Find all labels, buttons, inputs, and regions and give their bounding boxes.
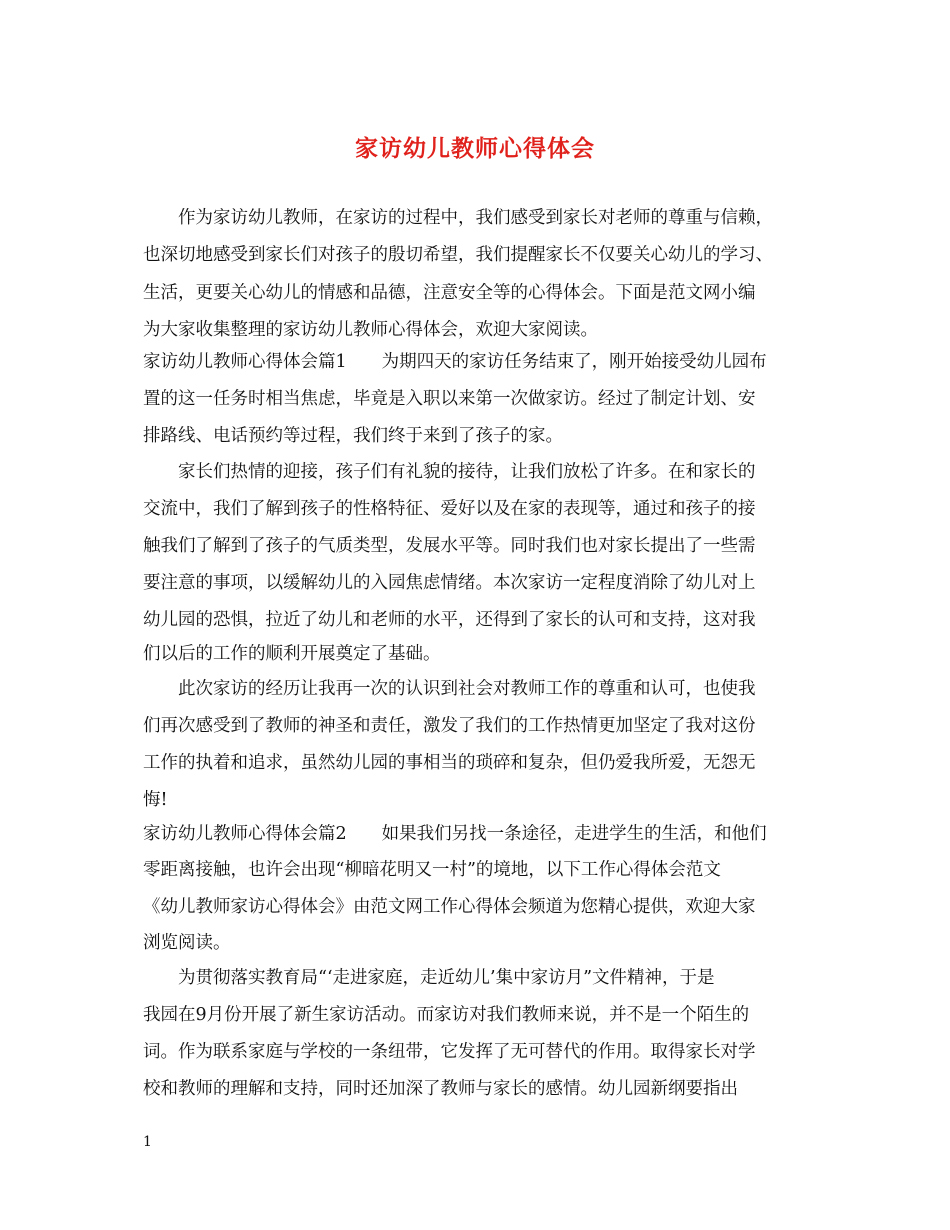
body-line: 悔!: [143, 790, 168, 810]
body-line: 浏览阅读。: [143, 933, 231, 953]
body-line: 校和教师的理解和支持，同时还加深了教师与家长的感情。幼儿园新纲要指出: [143, 1079, 738, 1099]
body-line: 们以后的工作的顺利开展奠定了基础。: [143, 644, 441, 664]
body-line: 工作的执着和追求，虽然幼儿园的事相当的琐碎和复杂，但仍爱我所爱，无怨无: [143, 753, 756, 773]
body-line: 生活，更要关心幼儿的情感和品德，注意安全等的心得体会。下面是范文网小编: [143, 283, 756, 303]
body-line: 置的这一任务时相当焦虑，毕竟是入职以来第一次做家访。经过了制定计划、安: [143, 389, 756, 409]
body-line: 为贯彻落实教育局“‘走进家庭，走近幼儿’集中家访月”文件精神，于是: [143, 968, 715, 988]
page-title: 家访幼儿教师心得体会: [355, 135, 595, 162]
body-line: 也深切地感受到家长们对孩子的殷切希望，我们提醒家长不仅要关心幼儿的学习、: [143, 245, 773, 265]
body-line: 排路线、电话预约等过程，我们终于来到了孩子的家。: [143, 426, 563, 446]
section-heading-line: 家访幼儿教师心得体会篇1 为期四天的家访任务结束了，刚开始接受幼儿园布: [143, 352, 767, 372]
body-line: 为大家收集整理的家访幼儿教师心得体会，欢迎大家阅读。: [143, 320, 598, 340]
body-line: 《幼儿教师家访心得体会》由范文网工作心得体会频道为您精心提供，欢迎大家: [143, 897, 756, 917]
page-number: 1: [143, 1134, 152, 1150]
body-line: 触我们了解到了孩子的气质类型，发展水平等。同时我们也对家长提出了一些需: [143, 536, 756, 556]
body-line: 幼儿园的恐惧，拉近了幼儿和老师的水平，还得到了家长的认可和支持，这对我: [143, 610, 756, 630]
body-line: 此次家访的经历让我再一次的认识到社会对教师工作的尊重和认可，也使我: [143, 679, 756, 699]
body-line: 作为家访幼儿教师，在家访的过程中，我们感受到家长对老师的尊重与信赖，: [143, 208, 773, 228]
body-line: 要注意的事项，以缓解幼儿的入园焦虑情绪。本次家访一定程度消除了幼儿对上: [143, 573, 756, 593]
body-line: 我园在9月份开展了新生家访活动。而家访对我们教师来说，并不是一个陌生的: [143, 1005, 750, 1025]
body-line: 词。作为联系家庭与学校的一条纽带，它发挥了无可替代的作用。取得家长对学: [143, 1042, 756, 1062]
section-heading-line: 家访幼儿教师心得体会篇2 如果我们另找一条途径，走进学生的生活，和他们: [143, 824, 767, 844]
body-line: 零距离接触，也许会出现“柳暗花明又一村”的境地，以下工作心得体会范文: [143, 860, 721, 880]
body-line: 们再次感受到了教师的神圣和责任，激发了我们的工作热情更加坚定了我对这份: [143, 716, 756, 736]
body-line: 家长们热情的迎接，孩子们有礼貌的接待，让我们放松了许多。在和家长的: [143, 462, 756, 482]
body-line: 交流中，我们了解到孩子的性格特征、爱好以及在家的表现等，通过和孩子的接: [143, 499, 756, 519]
